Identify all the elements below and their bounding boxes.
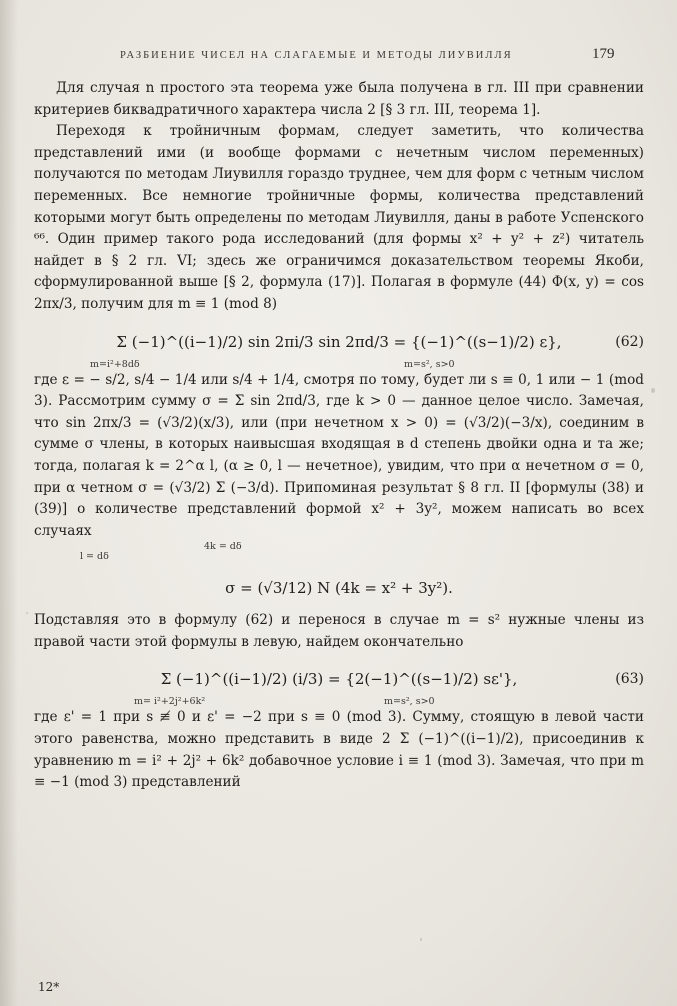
sigma-subscript-1: 4k = dδ (204, 541, 242, 553)
page-binding-shadow (0, 0, 18, 1006)
formula-63 (34, 659, 644, 708)
paragraph-5: где ε' = 1 при s ≢ 0 и ε' = −2 при s ≡ 0 (mod 3). Сумму, стоящую в левой части этого равенства, можно представить в виде 2 Σ (−1)^((i−1)/2), присоединив к уравнению m = i² + 2j² + 6k² добавочное условие i ≡ 1 (mod 3). Замечая, что при m ≡ −1 (mod 3) представлений (34, 709, 644, 791)
formula-63-body: Σ (−1)^((i−1)/2) (i/3) = {2(−1)^((s−1)/2) sε'}, (160, 670, 518, 689)
formula-63-number: (63) (615, 671, 644, 688)
formula-62 (34, 322, 644, 370)
formula-62-subscript-left: m=i²+8dδ (90, 358, 140, 370)
formula-sigma (34, 568, 644, 602)
formula-62-number: (62) (615, 333, 644, 350)
sigma-subscript-2: l = dδ (80, 551, 109, 563)
paragraph-4: Подставляя это в формулу (62) и перенося в случае m = s² нужные члены из правой части этой формулы в левую, найдем окончательно (34, 612, 644, 650)
formula-62-body: Σ (−1)^((i−1)/2) sin 2πi/3 sin 2πd/3 = {(−1)^((s−1)/2) ε}, (116, 332, 562, 351)
page-number: 179 (592, 46, 615, 62)
paragraph-3: где ε = − s/2, s/4 − 1/4 или s/4 + 1/4, смотря по тому, будет ли s ≡ 0, 1 или − 1 (mod 3). Рассмотрим сумму σ = Σ sin 2πd/3, где k > 0 — данное целое число. Замечая, что sin 2πx/3 = (√3/2)(x/3), или (при нечетном x > 0) = (√3/2)(−3/x), соединим в сумме σ члены, в которых наивысшая входящая в d степень двойки одна и та же; тогда, полагая k = 2^α l, (α ≥ 0, l — нечетное), увидим, что при α нечетном σ = 0, при α четном σ = (√3/2) Σ (−3/d). Припоминая результат § 8 гл. II [формулы (38) и (39)] о количестве представлений формой x² + 3y², можем написать во всех случаях (34, 371, 644, 539)
formula-62-subscript-right: m=s², s>0 (404, 358, 455, 370)
formula-sigma-body: σ = (√3/12) N (4k = x² + 3y²). (225, 579, 453, 598)
header-title: РАЗБИЕНИЕ ЧИСЕЛ НА СЛАГАЕМЫЕ И МЕТОДЫ ЛИУВИЛЛЯ (120, 50, 513, 61)
paragraph-2: Переходя к тройничным формам, следует заметить, что количества представлений ими (и вообще формами с нечетным числом переменных) получаются по методам Лиувилля гораздо труднее, чем для форм с четным числом переменных. Все немногие тройничные формы, количества представлений которыми могут быть определены по методам Лиувилля, даны в работе Успенского ⁶⁶. Один пример такого рода исследований (для формы x² + y² + z²) читатель найдет в § 2 гл. VI; здесь же ограничимся доказательством теоремы Якоби, сформулированной выше [§ 2, формула (17)]. Полагая в формуле (44) Φ(x, y) = cos 2πx/3, получим для m ≡ 1 (mod 8) (34, 123, 644, 312)
formula-63-subscript-left: m= i²+2j²+6k² (134, 696, 206, 708)
page-content (34, 78, 644, 794)
signature-mark: 12* (38, 980, 60, 994)
print-speck (420, 938, 422, 941)
print-speck (26, 612, 28, 614)
paragraph-1: Для случая n простого эта теорема уже была получена в гл. III при сравнении критериев биквадратичного характера числа 2 [§ 3 гл. III, теорема 1]. (34, 80, 644, 118)
print-speck (651, 388, 655, 393)
formula-63-subscript-right: m=s², s>0 (384, 696, 435, 708)
